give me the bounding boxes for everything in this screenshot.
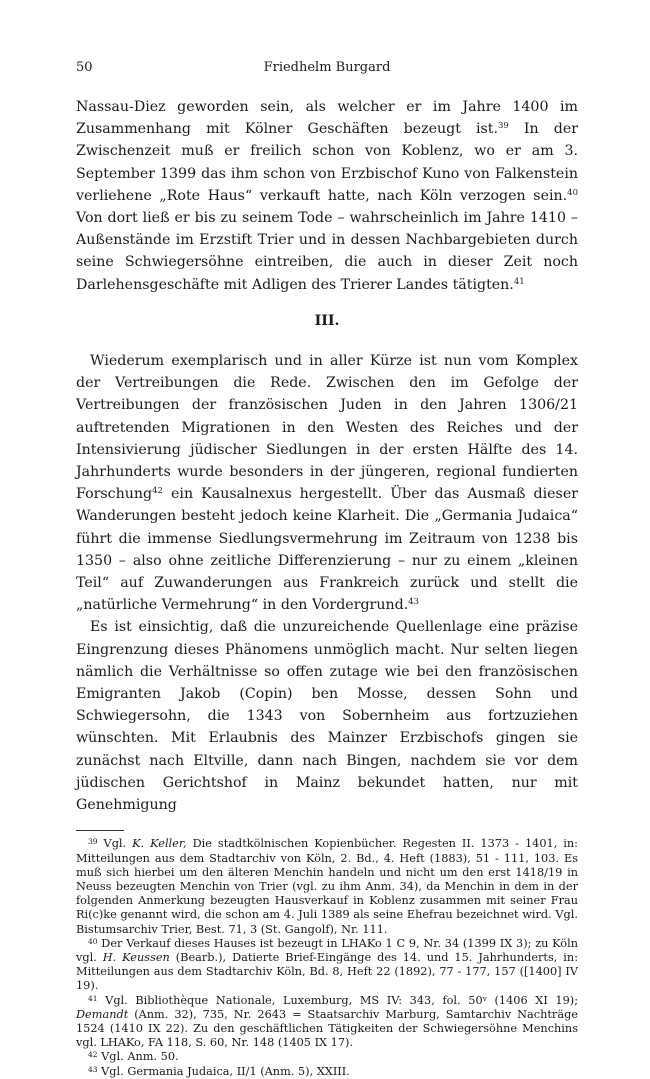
- folio-verso-mark: v: [482, 993, 487, 1003]
- section-heading: III.: [314, 312, 340, 329]
- footnote-number: 43: [88, 1064, 98, 1074]
- footnote-40: [76, 937, 578, 994]
- paragraph-2-text-b: ein Kausalnexus hergestellt. Über das Ausmaß dieser Wanderungen besteht jedoch keine Klarheit. Die „Germania Judaica“ führt die immense Siedlungsvermehrung im Zeitraum von 1238 bis 1350 – also ohne zeitliche Differenzierung – nur zu einem „kleinen Teil“ auf Zuwanderungen aus Frankreich zurück und stellt die „natürliche Vermehrung“ in den Vordergrund.: [76, 486, 578, 614]
- footnote-42: [76, 1050, 578, 1064]
- page: [76, 60, 578, 1079]
- footnote-number: 39: [88, 837, 98, 847]
- footnote-ref-41[interactable]: 41: [513, 276, 525, 287]
- footnote-ref-40[interactable]: 40: [567, 187, 578, 198]
- paragraph-3: [76, 616, 578, 816]
- footnote-number: 40: [88, 936, 98, 946]
- paragraph-1-text-c: Von dort ließ er bis zu seinem Tode – wahrscheinlich im Jahre 1410 – Außenstände im Erzstift Trier und in dessen Nachbargebieten durch seine Schwiegersöhne eintreiben, die auch in dieser Zeit noch Darlehensgeschäfte mit Adligen des Trierer Landes tätigten.: [76, 210, 578, 293]
- footnote-text: Vgl. Bibliothèque Nationale, Luxemburg, MS IV: 343, fol. 50: [97, 993, 483, 1007]
- running-head-author: Friedhelm Burgard: [263, 60, 391, 75]
- footnote-number: 41: [88, 993, 98, 1003]
- running-header: [76, 60, 578, 80]
- footnote-text: Der Verkauf dieses Hauses ist bezeugt in LHAKo 1 C 9, Nr. 34 (1399 IX 3); zu Köln vgl.: [76, 936, 578, 964]
- footnote-ref-42[interactable]: 42: [152, 486, 163, 497]
- footnote-41: [76, 994, 578, 1051]
- footnote-text: Die stadtkölnischen Kopienbücher. Regesten II. 1373 - 1401, in: Mitteilungen aus dem Stadtarchiv von Köln, 2. Bd., 4. Heft (1883), 51 - 111, 103. Es muß sich hierbei um den älteren Menchin handeln und nicht um den erst 1418/19 in Neuss bezeugten Menchin von Trier (vgl. zu ihm Anm. 34), da Menchin in dem in der folgenden Anmerkung bezeugten Hausverkauf in Koblenz zusammen mit seiner Frau Ri(c)ke genannt wird, die schon am 4. Juli 1389 als seine Ehefrau bezeichnet wird. Vgl. Bistumsarchiv Trier, Best. 71, 3 (St. Gangolf), Nr. 111.: [76, 837, 578, 936]
- footnote-text: Vgl.: [97, 837, 133, 851]
- footnote-ref-39[interactable]: 39: [498, 121, 509, 132]
- footnote-text: (Bearb.), Datierte Brief-Eingänge des 14. und 15. Jahrhunderts, in: Mitteilungen aus dem Stadtarchiv Köln, Bd. 8, Heft 22 (1892), 77 - 177, 157 ([1400] IV 19).: [76, 950, 579, 993]
- footnote-separator: [76, 830, 124, 831]
- footnote-number: 42: [88, 1050, 98, 1060]
- footnote-author: Demandt: [76, 1007, 129, 1021]
- footnote-text: (Anm. 32), 735, Nr. 2643 = Staatsarchiv Marburg, Samtarchiv Nachträge 1524 (1410 IX 22). Zu den geschäftlichen Tätigkeiten der Schwiegersöhne Menchins vgl. LHAKo, FA 118, S. 60, Nr. 148 (1405 IX 17).: [76, 1007, 578, 1050]
- paragraph-1-text-a: Nassau-Diez geworden sein, als welcher er im Jahre 1400 im Zusammenhang mit Kölner Geschäften bezeugt ist.: [76, 99, 578, 138]
- paragraph-2-text-a: Wiederum exemplarisch und in aller Kürze ist nun vom Komplex der Vertreibungen die Rede. Zwischen den im Gefolge der Vertreibungen der französischen Juden in den Jahren 1306/21 auftretenden Migrationen in den Westen des Reiches und der Intensivierung jüdischer Siedlungen in der ersten Hälfte des 14. Jahrhunderts wurde besonders in der jüngeren, regional fundierten Forschung: [76, 353, 578, 503]
- footnote-text: Vgl. Anm. 50.: [97, 1050, 179, 1064]
- paragraph-1-text-b: In der Zwischenzeit muß er freilich schon von Koblenz, wo er am 3. September 1399 das ihm schon von Erzbischof Kuno von Falkenstein verliehene „Rote Haus“ verkauft hatte, nach Köln verzogen sein.: [76, 121, 578, 204]
- footnote-39: [76, 837, 578, 936]
- page-number: 50: [76, 60, 93, 75]
- footnotes: [76, 837, 578, 1078]
- paragraph-1: [76, 96, 578, 296]
- footnote-ref-43[interactable]: 43: [408, 597, 420, 608]
- main-text: [76, 96, 578, 816]
- paragraph-3-text: Es ist einsichtig, daß die unzureichende Quellenlage eine präzise Eingrenzung dieses Phänomens unmöglich macht. Nur selten liegen nämlich die Verhältnisse so offen zutage wie bei den französischen Emigranten Jakob (Copin) ben Mosse, dessen Sohn und Schwiegersohn, die 1343 von Sobernheim aus fortzuziehen wünschten. Mit Erlaubnis des Mainzer Erzbischofs gingen sie zunächst nach Eltville, dann nach Bingen, nachdem sie vor dem jüdischen Gerichtshof in Mainz bekundet hatten, nur mit Genehmigung: [76, 619, 578, 814]
- footnote-43: [76, 1065, 578, 1079]
- footnote-author: K. Keller,: [132, 837, 187, 851]
- footnote-author: H. Keussen: [102, 950, 170, 964]
- footnote-text: Vgl. Germania Judaica, II/1 (Anm. 5), XXIII.: [97, 1064, 350, 1078]
- footnote-text: (1406 XI 19);: [486, 993, 578, 1007]
- paragraph-2: [76, 350, 578, 616]
